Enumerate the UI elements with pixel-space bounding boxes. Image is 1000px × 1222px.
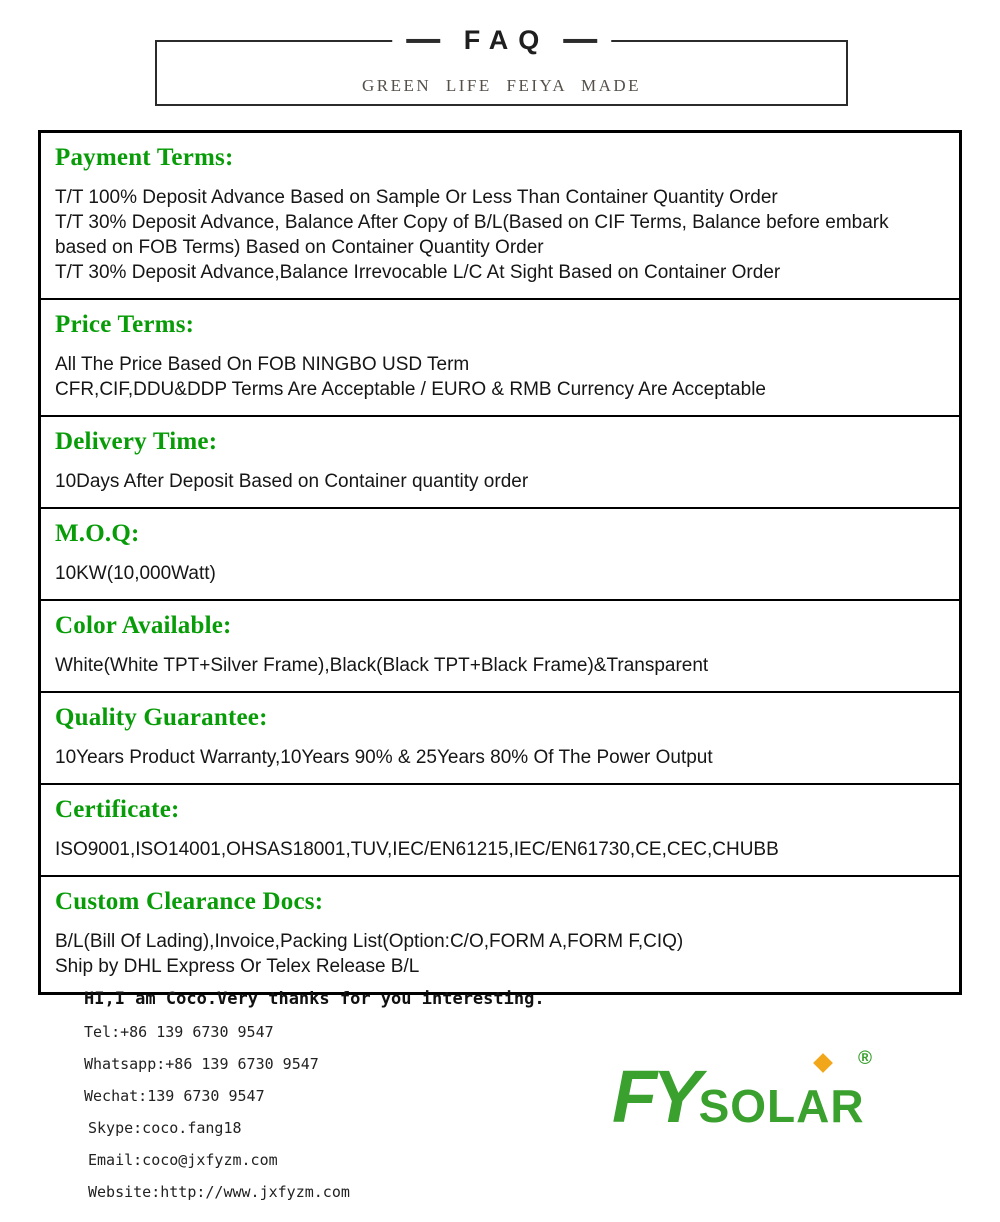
section-certificate	[41, 783, 959, 875]
section-line: B/L(Bill Of Lading),Invoice,Packing List(Option:C/O,FORM A,FORM F,CIQ)	[55, 931, 684, 952]
section-heading: Custom Clearance Docs:	[55, 888, 324, 915]
section-heading: M.O.Q:	[55, 520, 140, 547]
title-dash-right	[563, 38, 597, 42]
section-quality-guarantee	[41, 691, 959, 783]
page-title: FAQ	[463, 24, 550, 55]
faq-header-box	[155, 24, 848, 106]
section-line: T/T 30% Deposit Advance,Balance Irrevocable L/C At Sight Based on Container Order	[55, 262, 781, 283]
logo-solar-letters: SOLAR	[698, 1080, 865, 1132]
section-body	[55, 653, 945, 678]
section-line: 10Years Product Warranty,10Years 90% & 25Years 80% Of The Power Output	[55, 747, 713, 768]
logo-fy-letters: FY	[612, 1055, 697, 1138]
section-body	[55, 185, 945, 285]
section-delivery-time	[41, 415, 959, 507]
faq-table	[38, 130, 962, 995]
contact-wechat: Wechat:139 6730 9547	[84, 1087, 265, 1105]
section-heading: Quality Guarantee:	[55, 704, 268, 731]
section-heading: Price Terms:	[55, 311, 195, 338]
contact-email: Email:coco@jxfyzm.com	[88, 1151, 278, 1169]
section-body	[55, 837, 945, 862]
section-line: White(White TPT+Silver Frame),Black(Black TPT+Black Frame)&Transparent	[55, 655, 709, 676]
contact-greeting: HI,I am Coco.Very thanks for you interesting.	[84, 989, 545, 1009]
section-line: 10Days After Deposit Based on Container quantity order	[55, 471, 529, 492]
section-custom-clearance-docs	[41, 875, 959, 992]
fy-solar-logo	[612, 1048, 872, 1140]
section-line: Ship by DHL Express Or Telex Release B/L	[55, 956, 420, 977]
section-payment-terms	[41, 133, 959, 298]
section-heading: Certificate:	[55, 796, 180, 823]
page-subtitle: GREEN LIFE FEIYA MADE	[361, 76, 642, 95]
contact-block	[84, 982, 545, 1208]
section-color-available	[41, 599, 959, 691]
contact-skype: Skype:coco.fang18	[88, 1119, 242, 1137]
section-moq	[41, 507, 959, 599]
contact-whatsapp: Whatsapp:+86 139 6730 9547	[84, 1055, 319, 1073]
section-body	[55, 352, 945, 402]
section-body	[55, 929, 945, 979]
section-heading: Payment Terms:	[55, 144, 234, 171]
title-dash-left	[406, 38, 440, 42]
section-line: All The Price Based On FOB NINGBO USD Term	[55, 354, 470, 375]
section-body	[55, 469, 945, 494]
section-line: 10KW(10,000Watt)	[55, 563, 216, 584]
faq-title-wrap	[392, 25, 612, 56]
section-line: T/T 100% Deposit Advance Based on Sample Or Less Than Container Quantity Order	[55, 187, 778, 208]
contact-tel: Tel:+86 139 6730 9547	[84, 1023, 274, 1041]
section-price-terms	[41, 298, 959, 415]
section-heading: Color Available:	[55, 612, 232, 639]
section-line: T/T 30% Deposit Advance, Balance After Copy of B/L(Based on CIF Terms, Balance before embark based on FOB Terms) Based on Container Quantity Order	[55, 212, 889, 258]
contact-website: Website:http://www.jxfyzm.com	[88, 1183, 350, 1201]
section-body	[55, 745, 945, 770]
registered-trademark-icon: ®	[858, 1048, 872, 1069]
section-line: CFR,CIF,DDU&DDP Terms Are Acceptable / EURO & RMB Currency Are Acceptable	[55, 379, 766, 400]
section-body	[55, 561, 945, 586]
section-line: ISO9001,ISO14001,OHSAS18001,TUV,IEC/EN61215,IEC/EN61730,CE,CEC,CHUBB	[55, 839, 779, 860]
section-heading: Delivery Time:	[55, 428, 218, 455]
logo-text	[612, 1055, 865, 1138]
